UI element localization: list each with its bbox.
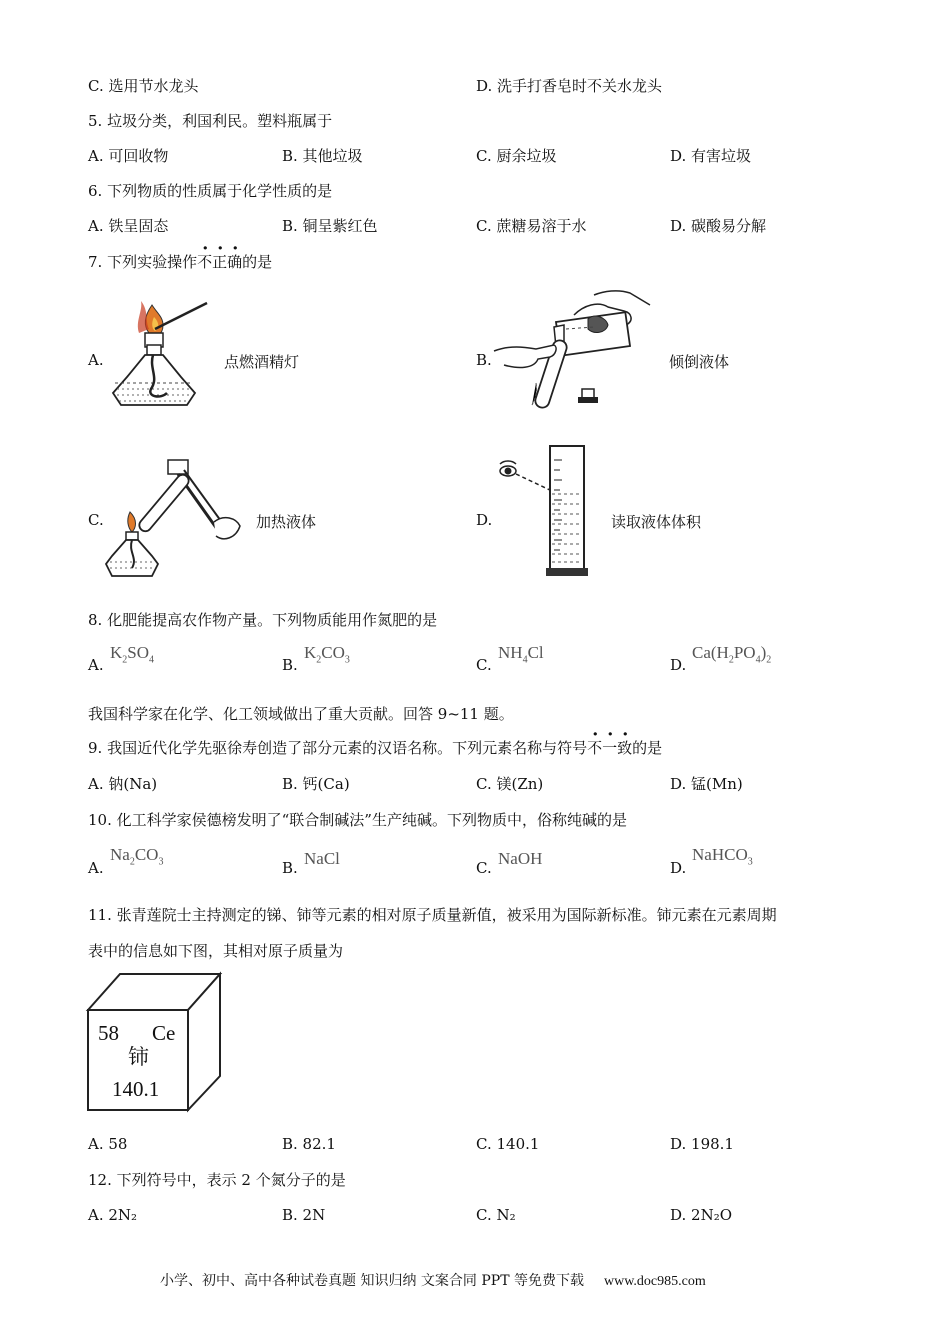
q11-option-b: B. 82.1 [282, 1135, 336, 1153]
intro-9-11: 我国科学家在化学、化工领域做出了重大贡献。回答 9~11 题。 [88, 705, 514, 723]
q8-option-c-letter: C. [476, 656, 492, 674]
q12-option-c: C. N₂ [476, 1206, 516, 1224]
q8-option-a-formula: $K_2SO_4$ [110, 643, 155, 666]
q5-option-b: B. 其他垃圾 [282, 147, 363, 165]
q7-stem [88, 252, 272, 272]
q5-stem: 5. 垃圾分类，利国利民。塑料瓶属于 [88, 112, 333, 130]
q10-stem: 10. 化工科学家侯德榜发明了“联合制碱法”生产纯碱。下列物质中，俗称纯碱的是 [88, 811, 627, 829]
q11-option-d: D. 198.1 [670, 1135, 734, 1153]
q10-option-a-formula: $Na_2CO_3$ [110, 845, 164, 868]
q10-option-d-letter: D. [670, 859, 687, 877]
element-atomic-number: 58 [98, 1021, 119, 1045]
q9-emphasis-char: 一 [602, 739, 618, 757]
periodic-table-cell-cerium [86, 972, 222, 1112]
q10-option-c-formula: NaOH [498, 849, 543, 868]
q10-option-c-letter: C. [476, 859, 492, 877]
q7-emphasis-char: 正 [212, 253, 228, 271]
q8-option-c-formula: $NH_4Cl$ [498, 643, 544, 666]
q9-emphasis-char: 不 [587, 739, 603, 757]
q7-option-b-letter: B. [476, 351, 492, 369]
heating-liquid-figure [102, 452, 242, 580]
q9-option-d: D. 锰(Mn) [670, 775, 743, 793]
q9-stem-post: 的是 [632, 739, 663, 757]
q6-option-a: A. 铁呈固态 [88, 217, 169, 235]
q10-option-b-formula: NaCl [304, 849, 340, 868]
q9-emphasis-char: 致 [617, 739, 633, 757]
q7-option-d-letter: D. [476, 511, 493, 529]
q11-option-c: C. 140.1 [476, 1135, 540, 1153]
q5-option-c: C. 厨余垃圾 [476, 147, 557, 165]
q11-stem-line1: 11. 张青莲院士主持测定的锑、铈等元素的相对原子质量新值，被采用为国际新标准。铈元素在元素周期 [88, 906, 777, 924]
q6-option-c: C. 蔗糖易溶于水 [476, 217, 587, 235]
q7-stem-post: 的是 [242, 253, 273, 271]
q7-option-c-caption: 加热液体 [256, 513, 317, 531]
q7-option-b-caption: 倾倒液体 [669, 353, 730, 371]
q8-option-d-formula: $Ca(H_2PO_4)_2$ [692, 643, 772, 666]
q11-stem-line2: 表中的信息如下图，其相对原子质量为 [88, 942, 344, 960]
q12-stem: 12. 下列符号中，表示 2 个氮分子的是 [88, 1171, 346, 1189]
q12-option-a: A. 2N₂ [88, 1206, 138, 1224]
q8-option-d-letter: D. [670, 656, 687, 674]
q4-option-c: C. 选用节水龙头 [88, 77, 199, 95]
q7-emphasis-char: 确 [227, 253, 243, 271]
element-atomic-mass: 140.1 [112, 1077, 160, 1101]
q6-option-d: D. 碳酸易分解 [670, 217, 767, 235]
q8-stem: 8. 化肥能提高农作物产量。下列物质能用作氮肥的是 [88, 611, 438, 629]
alcohol-lamp-lighting-figure [105, 293, 215, 411]
q4-option-d: D. 洗手打香皂时不关水龙头 [476, 77, 663, 95]
q7-option-c-letter: C. [88, 511, 104, 529]
footer-text: 小学、初中、高中各种试卷真题 知识归纳 文案合同 PPT 等免费下载 [160, 1273, 584, 1289]
q7-emphasis-char: 不 [197, 253, 213, 271]
q11-option-a: A. 58 [88, 1135, 128, 1153]
q10-option-b-letter: B. [282, 859, 298, 877]
q8-option-a-letter: A. [88, 656, 104, 674]
q8-option-b-formula: $K_2CO_3$ [304, 643, 350, 666]
q9-option-a: A. 钠(Na) [88, 775, 158, 793]
element-name: 铈 [128, 1045, 149, 1069]
q10-option-a-letter: A. [88, 859, 104, 877]
reading-volume-figure [494, 442, 594, 578]
q7-option-a-letter: A. [88, 351, 104, 369]
q7-stem-pre: 7. 下列实验操作 [88, 253, 198, 271]
q5-option-d: D. 有害垃圾 [670, 147, 752, 165]
q8-option-b-letter: B. [282, 656, 298, 674]
q6-option-b: B. 铜呈紫红色 [282, 217, 378, 235]
q6-stem: 6. 下列物质的性质属于化学性质的是 [88, 182, 333, 200]
q9-stem-pre: 9. 我国近代化学先驱徐寿创造了部分元素的汉语名称。下列元素名称与符号 [88, 739, 588, 757]
q7-option-a-caption: 点燃酒精灯 [224, 353, 300, 371]
q12-option-d: D. 2N₂O [670, 1206, 733, 1224]
element-symbol: Ce [152, 1021, 176, 1045]
q7-option-d-caption: 读取液体体积 [611, 513, 702, 531]
q10-option-d-formula: NaHCO$_3$ [692, 845, 753, 868]
q12-option-b: B. 2N [282, 1206, 326, 1224]
q9-option-c: C. 镁(Zn) [476, 775, 544, 793]
q9-option-b: B. 钙(Ca) [282, 775, 350, 793]
q9-stem [88, 738, 662, 758]
pouring-liquid-figure [494, 285, 654, 413]
page-footer [160, 1270, 706, 1290]
q5-option-a: A. 可回收物 [88, 147, 169, 165]
footer-url[interactable]: www.doc985.com [603, 1274, 706, 1289]
